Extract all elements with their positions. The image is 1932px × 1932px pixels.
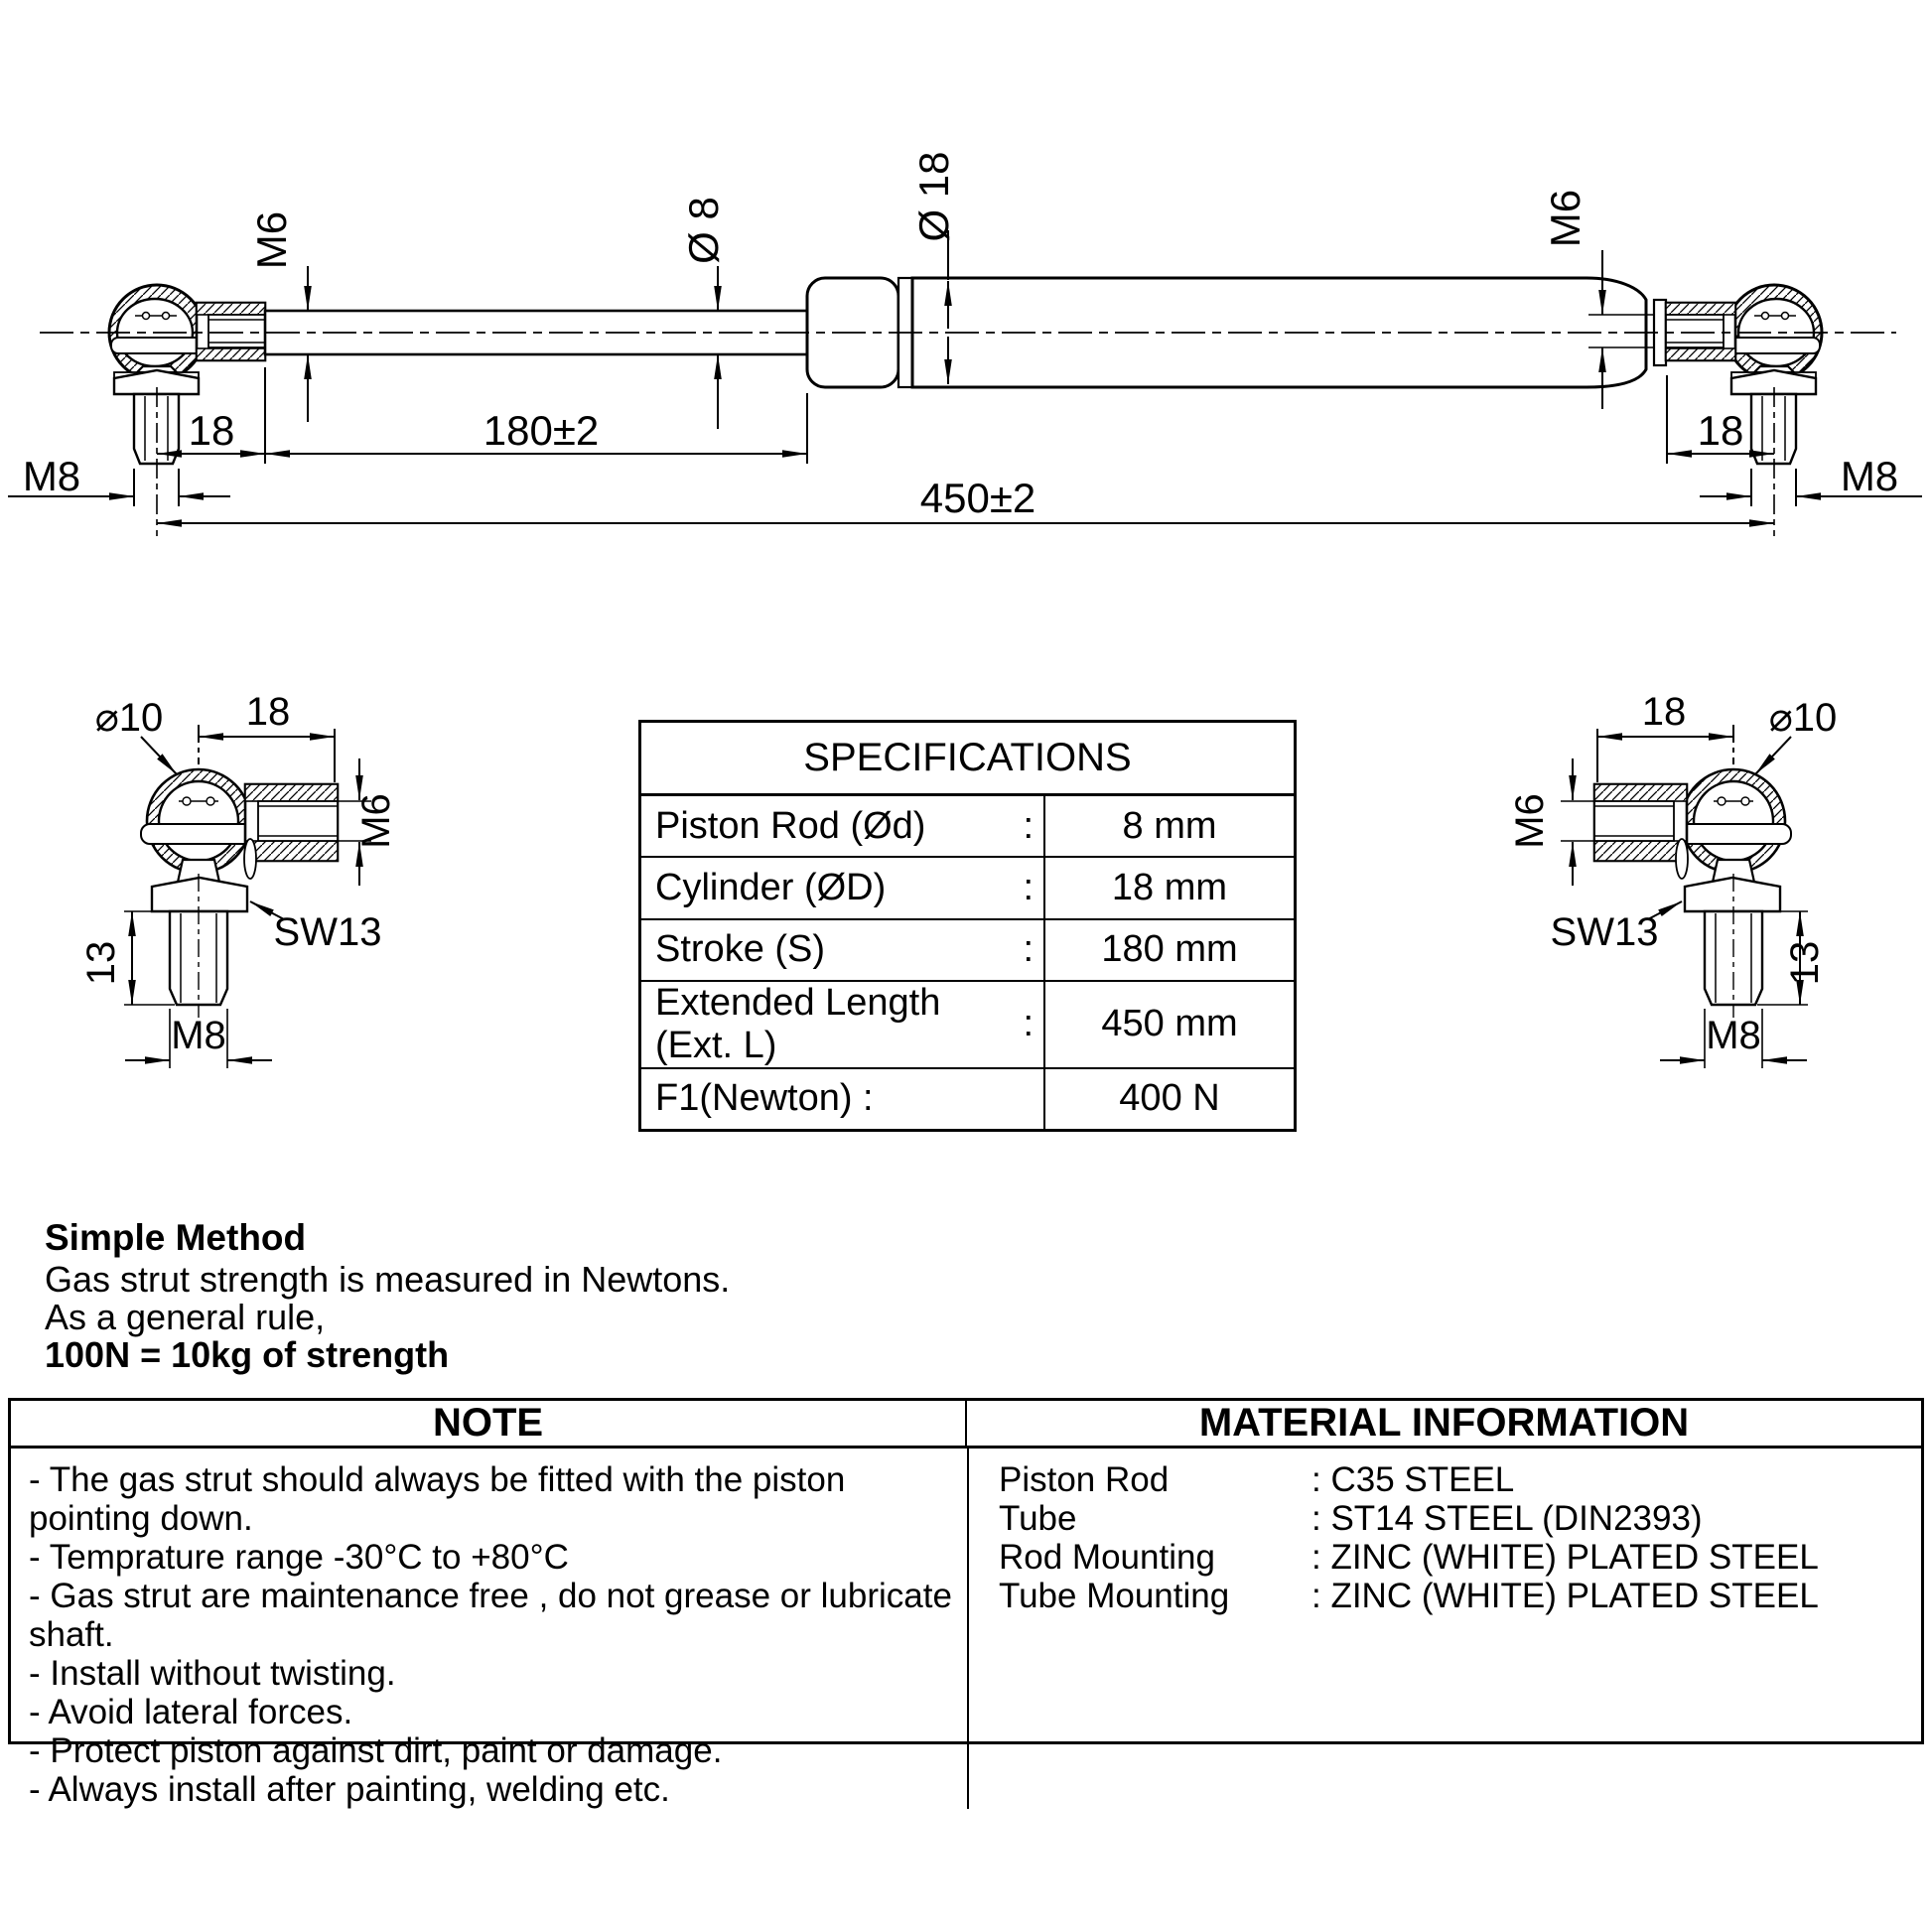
material-label: Tube Mounting bbox=[999, 1577, 1230, 1615]
note-item: - Always install after painting, welding etc. bbox=[29, 1770, 670, 1809]
simple-method-block bbox=[45, 1219, 730, 1374]
spec-label: F1(Newton) : bbox=[655, 1077, 874, 1120]
material-row-rod-mounting bbox=[999, 1538, 1921, 1577]
detail-right-m6-label: M6 bbox=[1508, 793, 1552, 849]
simple-method-line: As a general rule, bbox=[45, 1297, 326, 1337]
material-label: Rod Mounting bbox=[999, 1538, 1215, 1577]
spec-colon: : bbox=[1023, 804, 1034, 847]
dia8-label: Ø 8 bbox=[680, 197, 727, 264]
material-value: : ZINC (WHITE) PLATED STEEL bbox=[1311, 1538, 1819, 1577]
detail-left-18-label: 18 bbox=[245, 690, 291, 734]
detail-right-sw13-label: SW13 bbox=[1550, 910, 1659, 954]
dim-stroke-180 bbox=[265, 393, 807, 464]
material-label: Piston Rod bbox=[999, 1460, 1170, 1499]
spec-value: 450 mm bbox=[1101, 1003, 1238, 1045]
material-row-tube-mounting bbox=[999, 1577, 1921, 1615]
dim-stroke-label: 180±2 bbox=[483, 407, 600, 454]
m8-left-label: M8 bbox=[22, 453, 81, 499]
material-list bbox=[969, 1449, 1921, 1809]
detail-right-m8-label: M8 bbox=[1706, 1014, 1761, 1057]
dia18-label: Ø 18 bbox=[910, 151, 957, 242]
spec-label: Piston Rod (Ød) bbox=[655, 804, 926, 847]
spec-colon: : bbox=[1023, 928, 1034, 971]
spec-table-title: SPECIFICATIONS bbox=[641, 723, 1294, 796]
note-item: - Temprature range -30°C to +80°C bbox=[29, 1538, 569, 1577]
spec-label: Stroke (S) bbox=[655, 928, 826, 971]
ball-joint-detail-right bbox=[1505, 675, 1902, 1112]
spec-value: 400 N bbox=[1119, 1077, 1220, 1120]
note-item: - The gas strut should always be fitted with the piston pointing down. bbox=[29, 1460, 846, 1538]
detail-right-18-label: 18 bbox=[1641, 690, 1687, 734]
spec-row-stroke bbox=[641, 920, 1294, 982]
material-row-piston-rod bbox=[999, 1460, 1921, 1499]
note-item: - Protect piston against dirt, paint or damage. bbox=[29, 1731, 723, 1770]
gas-strut-side-view-drawing bbox=[0, 0, 1932, 616]
spec-colon: : bbox=[1023, 866, 1034, 908]
detail-right-13-label: 13 bbox=[1783, 940, 1827, 986]
detail-left-m6-label: M6 bbox=[354, 793, 398, 849]
spec-colon: : bbox=[1023, 1003, 1034, 1045]
spec-row-f1-newton bbox=[641, 1069, 1294, 1129]
spec-label: Extended Length (Ext. L) bbox=[655, 981, 941, 1066]
m8-right-label: M8 bbox=[1840, 453, 1899, 499]
specifications-table bbox=[638, 720, 1297, 1132]
material-value: : C35 STEEL bbox=[1311, 1460, 1515, 1499]
detail-right-dia10-label: ⌀10 bbox=[1768, 696, 1838, 740]
spec-value: 180 mm bbox=[1101, 928, 1238, 971]
note-item: - Gas strut are maintenance free , do not grease or lubricate shaft. bbox=[29, 1577, 952, 1654]
material-row-tube bbox=[999, 1499, 1921, 1538]
dim18-right-label: 18 bbox=[1697, 407, 1744, 454]
detail-left-m8-label: M8 bbox=[171, 1014, 226, 1057]
spec-row-piston-rod bbox=[641, 796, 1294, 858]
spec-label: Cylinder (ØD) bbox=[655, 866, 887, 908]
dim-overall-450 bbox=[157, 475, 1774, 523]
detail-left-13-label: 13 bbox=[79, 940, 123, 986]
dim-m8-right bbox=[1700, 453, 1922, 506]
ball-joint-detail-left bbox=[30, 675, 427, 1112]
simple-method-emphasis: 100N = 10kg of strength bbox=[45, 1334, 450, 1375]
m6-left-label: M6 bbox=[248, 210, 295, 270]
note-item: - Avoid lateral forces. bbox=[29, 1693, 353, 1731]
material-value: : ZINC (WHITE) PLATED STEEL bbox=[1311, 1577, 1819, 1615]
m6-right-label: M6 bbox=[1542, 189, 1588, 248]
spec-row-cylinder bbox=[641, 858, 1294, 919]
dim18-left-label: 18 bbox=[188, 407, 235, 454]
note-header: NOTE bbox=[11, 1401, 967, 1446]
material-header: MATERIAL INFORMATION bbox=[1198, 1401, 1690, 1445]
material-label: Tube bbox=[999, 1499, 1077, 1538]
spec-row-extended-length bbox=[641, 982, 1294, 1069]
spec-value: 18 mm bbox=[1111, 866, 1228, 908]
detail-left-sw13-label: SW13 bbox=[273, 910, 382, 954]
note-material-table bbox=[8, 1398, 1924, 1809]
detail-left-dia10-label: ⌀10 bbox=[94, 696, 164, 740]
note-item: - Install without twisting. bbox=[29, 1654, 396, 1693]
note-list bbox=[11, 1449, 969, 1809]
simple-method-title: Simple Method bbox=[45, 1217, 307, 1258]
dim-overall-label: 450±2 bbox=[919, 475, 1036, 521]
dim-m8-left bbox=[8, 453, 230, 506]
material-value: : ST14 STEEL (DIN2393) bbox=[1311, 1499, 1703, 1538]
simple-method-line: Gas strut strength is measured in Newtons. bbox=[45, 1259, 731, 1300]
spec-value: 8 mm bbox=[1122, 804, 1217, 847]
